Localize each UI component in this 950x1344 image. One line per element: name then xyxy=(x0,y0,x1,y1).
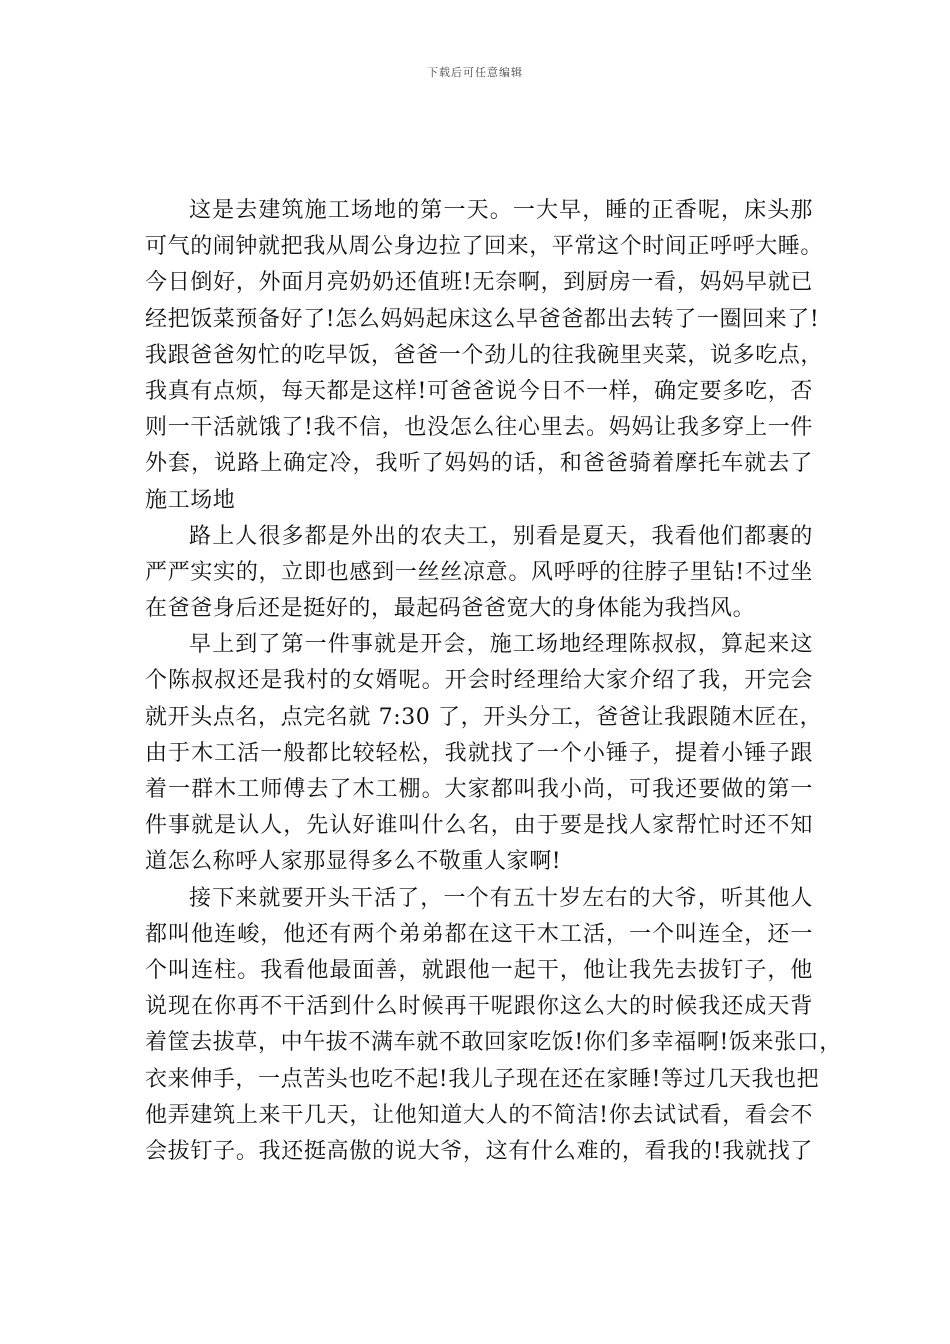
text-line: 说现在你再不干活到什么时候再干呢跟你这么大的时候我还成天背 xyxy=(145,994,813,1020)
text-line: 他弄建筑上来干几天，让他知道大人的不简洁!你去试试看，看会不 xyxy=(145,1102,813,1128)
text-line: 我跟爸爸匆忙的吃早饭，爸爸一个劲儿的往我碗里夹菜，说多吃点， xyxy=(145,342,824,368)
text-line: 今日倒好，外面月亮奶奶还值班!无奈啊，到厨房一看，妈妈早就已 xyxy=(145,270,813,296)
text-line: 着一群木工师傅去了木工棚。大家都叫我小尚，可我还要做的第一 xyxy=(145,777,813,802)
text-line: 都叫他连峻，他还有两个弟弟都在这干木工活，一个叫连全，还一 xyxy=(145,921,813,947)
paragraph-2 xyxy=(145,519,813,628)
text-line: 在爸爸身后还是挺好的，最起码爸爸宽大的身体能为我挡风。 xyxy=(145,596,756,622)
text-line: 个陈叔叔还是我村的女婿呢。开会时经理给大家介绍了我，开完会 xyxy=(145,668,813,694)
text-line: 就开头点名，点完名就 7:30 了，开头分工，爸爸让我跟随木匠在， xyxy=(145,704,823,730)
text-line: 个叫连柱。我看他最面善，就跟他一起干，他让我先去拔钉子，他 xyxy=(145,957,813,983)
text-line: 会拔钉子。我还挺高傲的说大爷，这有什么难的，看我的!我就找了 xyxy=(145,1138,813,1164)
text-line: 衣来伸手，一点苦头也吃不起!我儿子现在还在家睡!等过几天我也把 xyxy=(145,1066,820,1092)
page-header: 下载后可任意编辑 xyxy=(427,66,523,79)
text-line: 这是去建筑施工场地的第一天。一大早，睡的正香呢，床头那 xyxy=(189,198,813,223)
text-line: 路上人很多都是外出的农夫工，别看是夏天，我看他们都裹的 xyxy=(189,523,813,549)
document-body xyxy=(145,193,842,1170)
text-line: 经把饭菜预备好了!怎么妈妈起床这么早爸爸都出去转了一圈回来了! xyxy=(145,306,820,332)
paragraph-4 xyxy=(145,881,842,1171)
text-line: 接下来就要开头干活了，一个有五十岁左右的大爷，听其他人 xyxy=(189,885,813,911)
paragraph-3 xyxy=(145,627,823,880)
text-line: 早上到了第一件事就是开会，施工场地经理陈叔叔，算起来这 xyxy=(189,632,813,658)
text-line: 道怎么称呼人家那显得多么不敬重人家啊! xyxy=(145,849,562,875)
text-line: 着筐去拔草，中午拔不满车就不敢回家吃饭!你们多幸福啊!饭来张口， xyxy=(145,1030,842,1056)
text-line: 外套，说路上确定冷，我听了妈妈的话，和爸爸骑着摩托车就去了 xyxy=(145,451,813,477)
text-line: 施工场地 xyxy=(145,487,236,513)
paragraph-1 xyxy=(145,193,824,519)
text-line: 我真有点烦，每天都是这样!可爸爸说今日不一样，确定要多吃，否 xyxy=(145,378,813,404)
text-line: 由于木工活一般都比较轻松，我就找了一个小锤子，提着小锤子跟 xyxy=(145,740,813,766)
text-line: 严严实实的，立即也感到一丝丝凉意。风呼呼的往脖子里钻!不过坐 xyxy=(145,559,813,585)
text-line: 件事就是认人，先认好谁叫什么名，由于要是找人家帮忙时还不知 xyxy=(145,813,813,839)
text-line: 可气的闹钟就把我从周公身边拉了回来，平常这个时间正呼呼大睡。 xyxy=(145,234,824,260)
text-line: 则一干活就饿了!我不信，也没怎么往心里去。妈妈让我多穿上一件 xyxy=(145,415,813,441)
